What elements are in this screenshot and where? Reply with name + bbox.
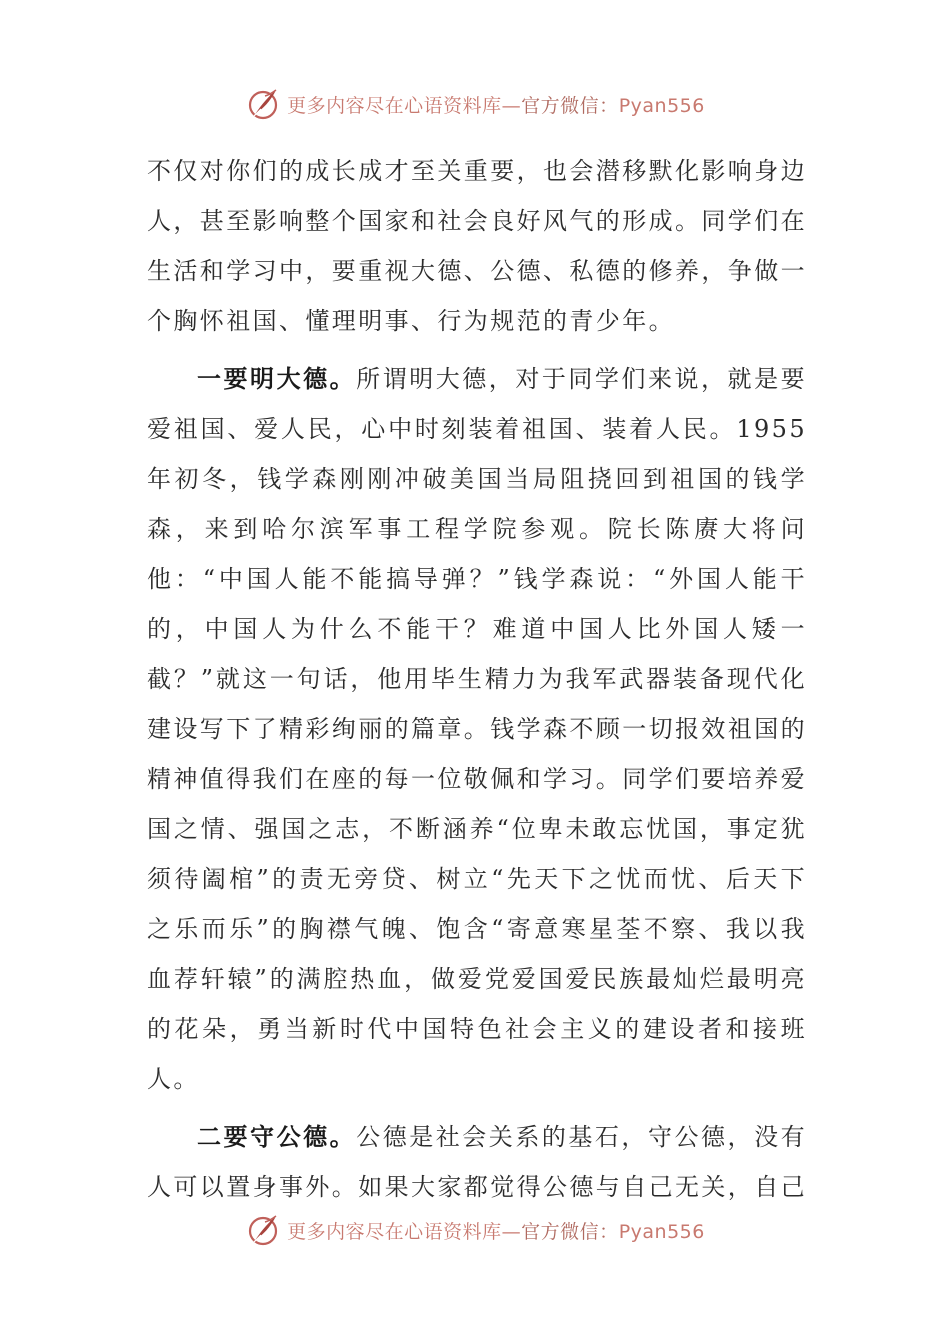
paragraph-3 <box>147 1112 807 1212</box>
watermark-wechat-label: 官方微信： <box>521 1220 619 1243</box>
watermark-site-text: 更多内容尽在心语资料库— <box>287 1220 522 1243</box>
watermark-wechat-id: Pyan556 <box>618 1220 705 1243</box>
header-watermark <box>0 82 950 126</box>
paragraph-2-lead: 一要明大德。 <box>197 364 357 393</box>
paragraph-2-text: 所谓明大德，对于同学们来说，就是要爱祖国、爱人民，心中时刻装着祖国、装着人民。1955年初冬，钱学森刚刚冲破美国当局阻挠回到祖国的钱学森，来到哈尔滨军事工程学院参观。院长陈赓大将问他：“中国人能不能搞导弹？”钱学森说：“外国人能干的，中国人为什么不能干？难道中国人比外国人矮一截？”就这一句话，他用毕生精力为我军武器装备现代化建设写下了精彩绚丽的篇章。钱学森不顾一切报效祖国的精神值得我们在座的每一位敬佩和学习。同学们要培养爱国之情、强国之志，不断涵养“位卑未敢忘忧国，事定犹须待阖棺”的责无旁贷、树立“先天下之忧而忧、后天下之乐而乐”的胸襟气魄、饱含“寄意寒星荃不察、我以我血荐轩辕”的满腔热血，做爱党爱国爱民族最灿烂最明亮的花朵，勇当新时代中国特色社会主义的建设者和接班人。 <box>147 365 807 1093</box>
quill-pen-circle-icon <box>245 86 281 122</box>
watermark-text <box>287 1217 705 1244</box>
paragraph-2 <box>147 354 807 1104</box>
watermark-site-text: 更多内容尽在心语资料库— <box>287 94 522 117</box>
paragraph-3-lead: 二要守公德。 <box>197 1122 357 1151</box>
document-body <box>147 146 807 1212</box>
watermark-wechat-id: Pyan556 <box>618 94 705 117</box>
footer-watermark <box>0 1208 950 1252</box>
paragraph-3-text: 公德是社会关系的基石，守公德，没有人可以置身事外。如果大家都觉得公德与自己无关，自己 <box>147 1123 807 1201</box>
paragraph-1 <box>147 146 807 346</box>
paragraph-1-text: 不仅对你们的成长成才至关重要，也会潜移默化影响身边人，甚至影响整个国家和社会良好风气的形成。同学们在生活和学习中，要重视大德、公德、私德的修养，争做一个胸怀祖国、懂理明事、行为规范的青少年。 <box>147 157 807 335</box>
watermark-text <box>287 91 705 118</box>
watermark-wechat-label: 官方微信： <box>521 94 619 117</box>
quill-pen-circle-icon <box>245 1212 281 1248</box>
